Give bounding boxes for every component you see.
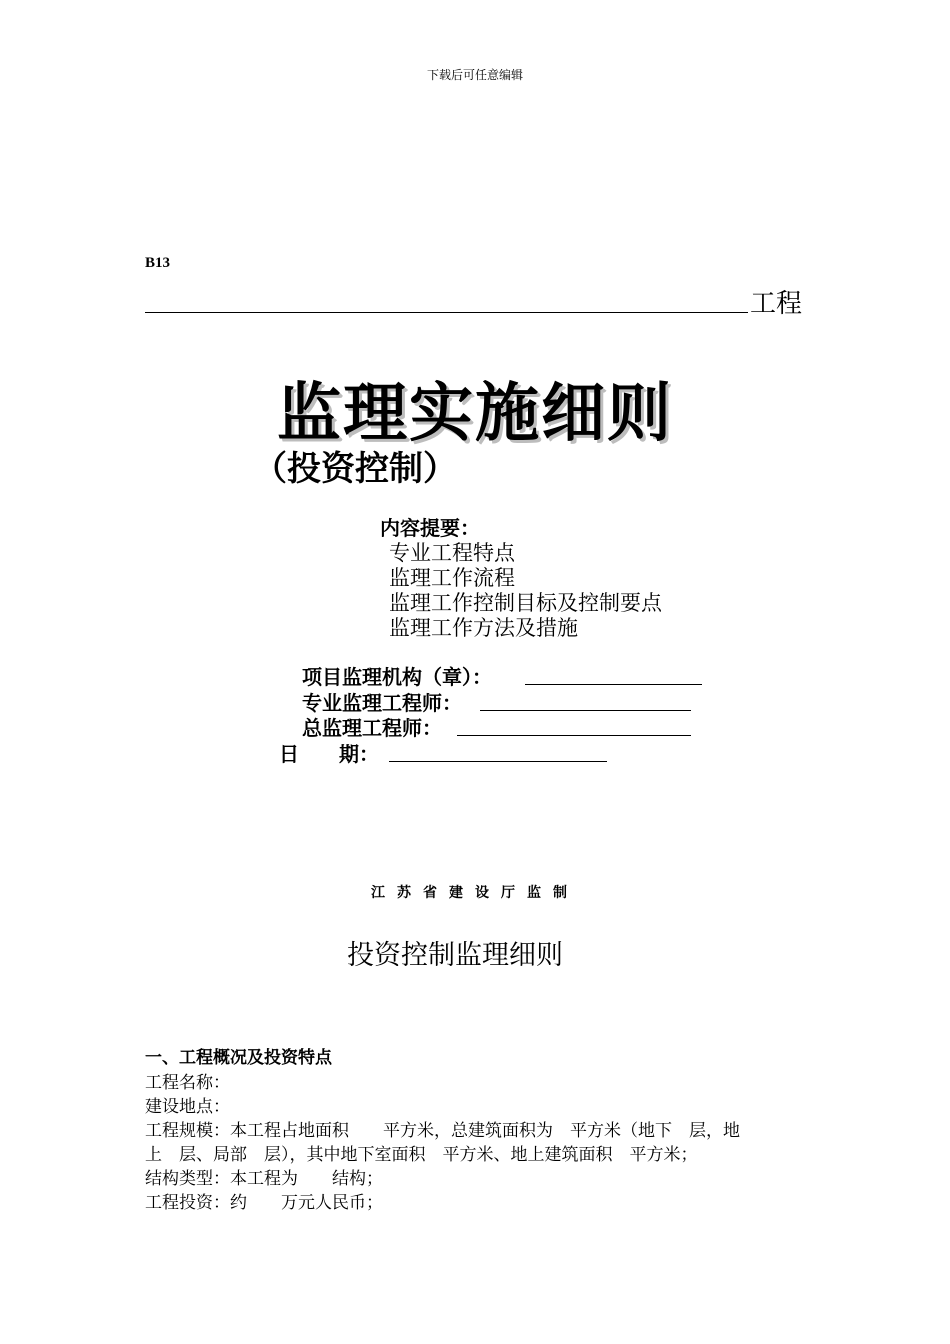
specialist-engineer-line — [480, 688, 691, 711]
document-title: 投资控制监理细则 — [347, 940, 563, 971]
contents-item: 监理工作方法及措施 — [389, 616, 578, 640]
scale-field-continued: 上 层、局部 层），其中地下室面积 平方米、地上建筑面积 平方米； — [145, 1145, 698, 1165]
chief-engineer-label: 总监理工程师： — [302, 716, 442, 740]
issuer: 江苏省建设厅监制 — [371, 885, 579, 901]
contents-item: 监理工作控制目标及控制要点 — [389, 591, 662, 615]
contents-heading: 内容提要： — [380, 516, 480, 540]
project-suffix: 工程 — [750, 289, 803, 319]
specialist-engineer-label: 专业监理工程师： — [302, 691, 462, 715]
scale-field: 工程规模：本工程占地面积 平方米，总建筑面积为 平方米（地下 层，地 — [145, 1121, 740, 1141]
form-code: B13 — [145, 255, 171, 271]
contents-item: 监理工作流程 — [389, 566, 515, 590]
section-heading: 一、工程概况及投资特点 — [145, 1048, 332, 1068]
subtitle: （投资控制） — [253, 449, 457, 489]
header-note: 下载后可任意编辑 — [426, 68, 523, 82]
contents-item: 专业工程特点 — [389, 541, 515, 565]
chief-engineer-line — [457, 713, 691, 736]
org-seal-line — [525, 662, 702, 685]
main-title: 监理实施细则 — [277, 377, 673, 451]
structure-type-field: 结构类型：本工程为 结构； — [145, 1169, 383, 1189]
org-seal-label: 项目监理机构（章）： — [302, 665, 492, 689]
project-name-field: 工程名称： — [145, 1073, 230, 1093]
location-field: 建设地点： — [145, 1097, 230, 1117]
date-line — [389, 739, 607, 762]
project-name-line — [145, 312, 748, 313]
date-label: 日 期： — [279, 742, 379, 766]
investment-field: 工程投资：约 万元人民币； — [145, 1193, 383, 1213]
